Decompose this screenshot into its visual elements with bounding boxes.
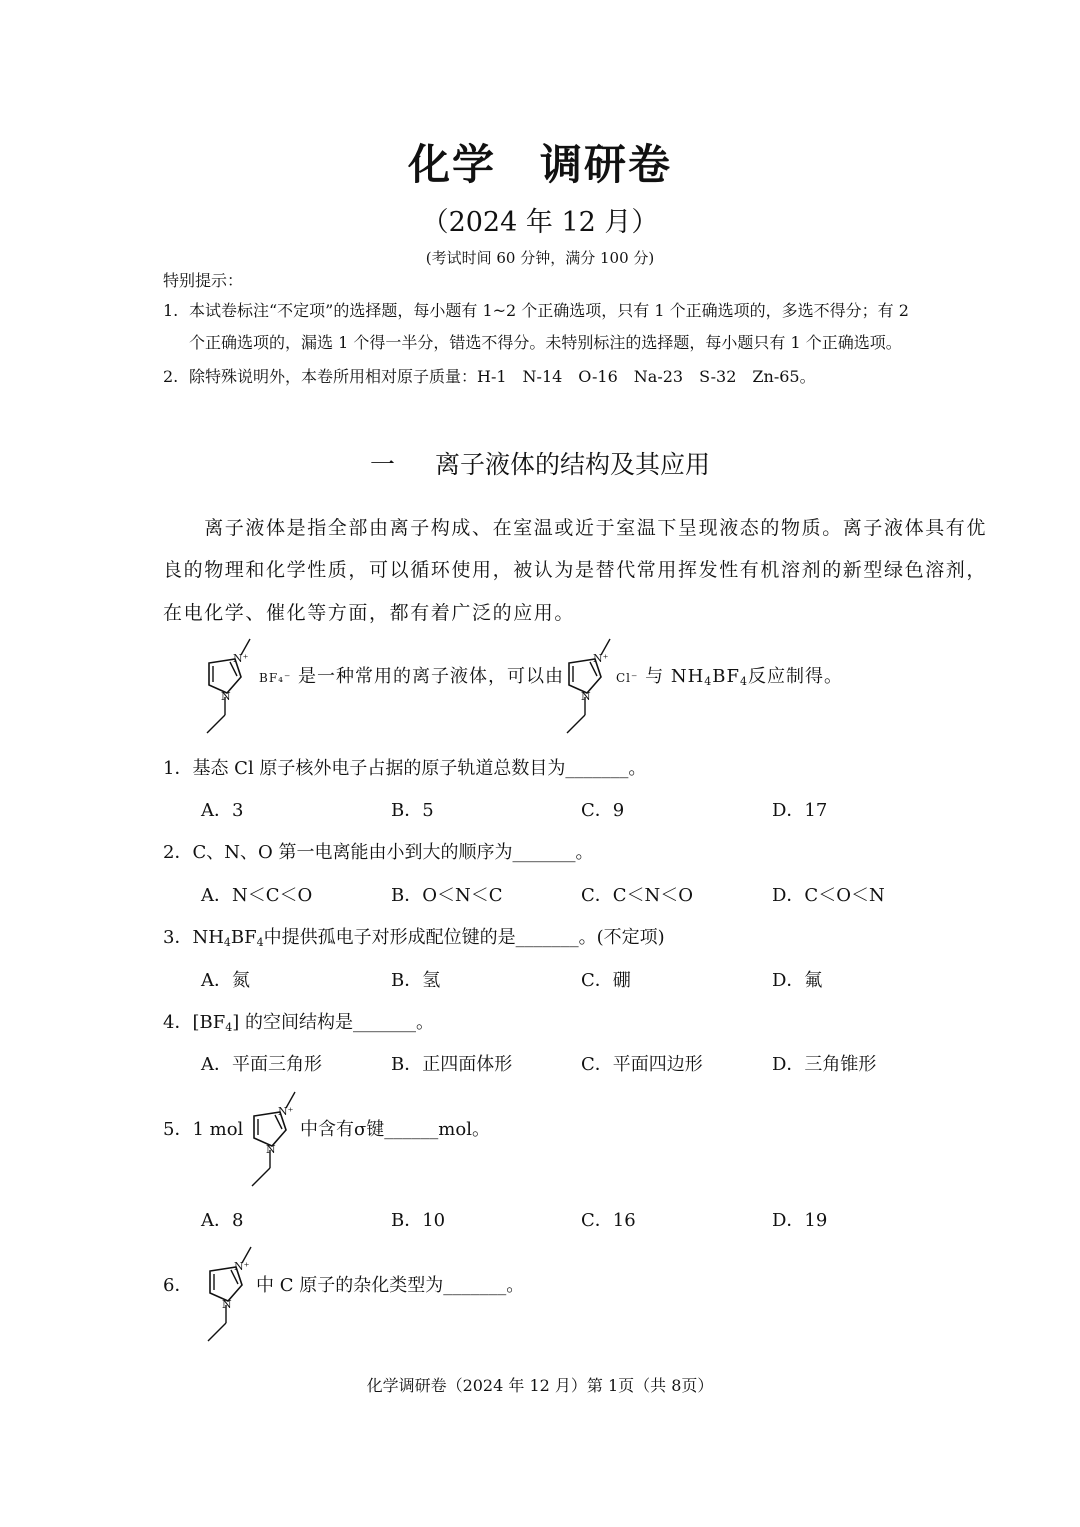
option-c: C．平面四边形 — [581, 1054, 703, 1075]
tip-text: 本试卷标注“不定项”的选择题，每小题有 1~2 个正确选项，只有 1 个正确选项的，多选不得分；有 2 — [189, 301, 909, 320]
reaction-text-2a: 与 NH — [645, 666, 705, 687]
n-plus-label: N⁺ — [593, 652, 609, 665]
n-plus-label: N⁺ — [234, 1260, 250, 1273]
option-b: B．10 — [391, 1210, 446, 1231]
intro-line-1: 离子液体是指全部由离子构成、在室温或近于室温下呈现液态的物质。离子液体具有优 — [163, 517, 988, 539]
option-b: B．O＜N＜C — [391, 885, 503, 906]
n-label: N — [266, 1143, 276, 1156]
question-1 — [163, 754, 646, 780]
question-text: 1 mol — [192, 1119, 244, 1140]
imidazolium-structure — [195, 635, 261, 739]
reaction-text-1: 是一种常用的离子液体，可以由 — [298, 666, 565, 687]
tips-heading: 特别提示： — [163, 271, 244, 290]
page-subtitle: （2024 年 12 月） — [421, 207, 659, 238]
question-text: BF — [230, 927, 257, 948]
option-b: B．正四面体形 — [391, 1054, 513, 1075]
anion-bf4: BF₄⁻ — [259, 671, 292, 685]
n-plus-label: N⁺ — [233, 652, 249, 665]
page-title: 化学 调研卷 — [407, 140, 672, 189]
question-text: C、N、O 第一电离能由小到大的顺序为_______。 — [192, 842, 594, 863]
option-d: D．C＜O＜N — [772, 885, 885, 906]
question-number: 2． — [163, 842, 193, 863]
reaction-text-2c: 反应制得。 — [747, 666, 843, 687]
tip-item-1 — [163, 298, 909, 321]
option-b: B．氢 — [391, 970, 441, 991]
question-6-text: 中 C 原子的杂化类型为_______。 — [256, 1275, 525, 1296]
section-name: 离子液体的结构及其应用 — [435, 450, 711, 479]
question-number: 5． — [163, 1119, 193, 1140]
option-d: D．19 — [772, 1210, 828, 1231]
option-c: C．16 — [581, 1210, 636, 1231]
question-text: NH — [192, 927, 224, 948]
question-text: 中提供孤电子对形成配位键的是_______。(不定项) — [263, 927, 665, 948]
imidazolium-structure-3 — [240, 1088, 306, 1192]
n-plus-label: N⁺ — [278, 1105, 294, 1118]
subscript: 4 — [256, 936, 264, 949]
reaction-sentence-part2 — [616, 662, 843, 688]
question-number: 3． — [163, 927, 193, 948]
section-number: 一 — [369, 450, 395, 479]
option-a: A．平面三角形 — [201, 1054, 322, 1075]
n-label: N — [581, 690, 591, 703]
question-text: [BF — [192, 1012, 226, 1033]
tip-number: 2. — [163, 367, 179, 386]
question-3 — [163, 923, 665, 949]
section-title — [0, 445, 1080, 481]
question-number: 1． — [163, 758, 193, 779]
anion-cl: Cl⁻ — [616, 671, 639, 685]
option-d: D．氟 — [772, 970, 823, 991]
page-footer: 化学调研卷（2024 年 12 月）第 1页（共 8页） — [366, 1376, 714, 1395]
subscript: 4 — [223, 936, 231, 949]
reaction-text-2b: BF — [712, 666, 740, 687]
imidazolium-structure-4 — [196, 1243, 262, 1347]
option-a: A．3 — [201, 800, 244, 821]
intro-line-2: 良的物理和化学性质，可以循环使用，被认为是替代常用挥发性有机溶剂的新型绿色溶剂， — [163, 559, 988, 581]
question-text: ] 的空间结构是_______。 — [232, 1012, 434, 1033]
option-c: C．C＜N＜O — [581, 885, 694, 906]
n-label: N — [222, 1298, 232, 1311]
question-5-prefix — [163, 1115, 243, 1141]
subscript: 4 — [225, 1021, 233, 1034]
imidazolium-structure-2 — [555, 635, 621, 739]
option-c: C．硼 — [581, 970, 631, 991]
option-a: A．N＜C＜O — [201, 885, 313, 906]
subscript: 4 — [704, 675, 713, 688]
tip-item-1-cont: 个正确选项的，漏选 1 个得一半分，错选不得分。未特别标注的选择题，每小题只有 1 个正确选项。 — [189, 333, 902, 352]
exam-time-info: (考试时间 60 分钟，满分 100 分) — [425, 249, 655, 267]
option-d: D．17 — [772, 800, 828, 821]
question-5-text: 中含有σ键______mol。 — [300, 1119, 490, 1140]
option-b: B．5 — [391, 800, 434, 821]
option-c: C．9 — [581, 800, 625, 821]
subscript: 4 — [739, 675, 748, 688]
intro-line-3: 在电化学、催化等方面，都有着广泛的应用。 — [163, 602, 576, 624]
option-a: A．氮 — [201, 970, 250, 991]
question-6-number: 6． — [163, 1275, 193, 1296]
tip-text: 除特殊说明外，本卷所用相对原子质量：H-1 N-14 O-16 Na-23 S-32 Zn-65。 — [189, 367, 816, 386]
option-a: A．8 — [201, 1210, 244, 1231]
question-number: 4． — [163, 1012, 193, 1033]
tip-item-2 — [163, 364, 816, 387]
n-label: N — [221, 690, 231, 703]
option-d: D．三角锥形 — [772, 1054, 877, 1075]
tip-number: 1. — [163, 301, 179, 320]
question-2 — [163, 838, 593, 864]
question-4 — [163, 1008, 434, 1034]
question-text: 基态 Cl 原子核外电子占据的原子轨道总数目为_______。 — [192, 758, 647, 779]
reaction-sentence-part1 — [259, 662, 564, 688]
